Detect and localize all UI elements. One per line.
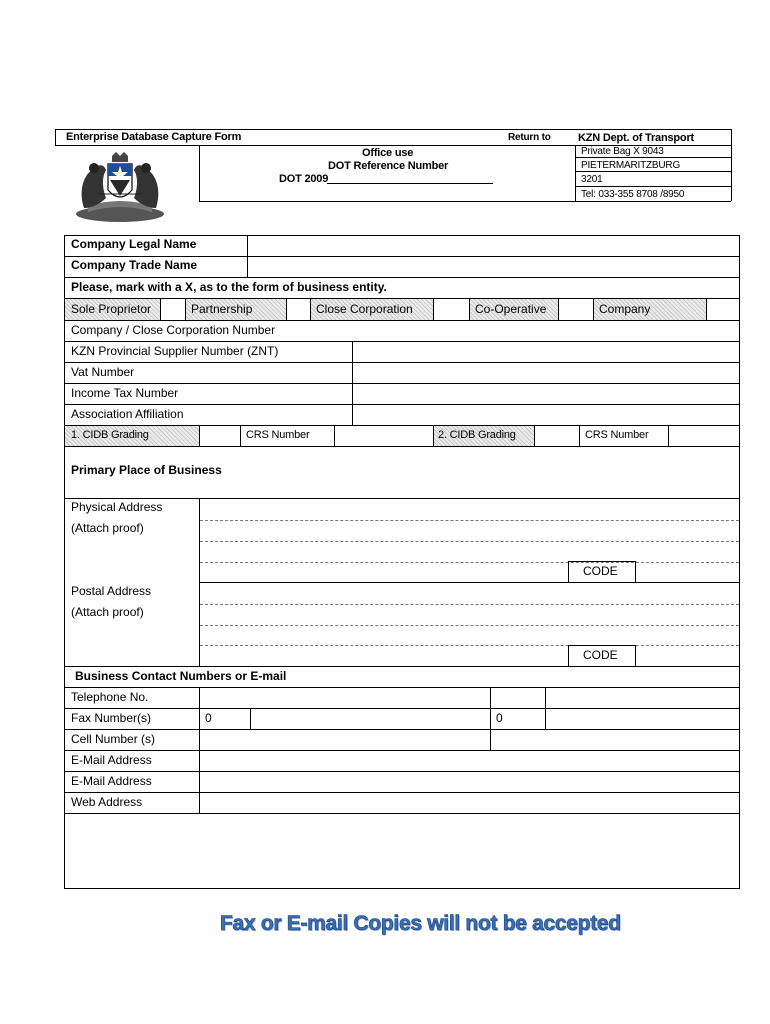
income-tax-label: Income Tax Number [71, 386, 179, 400]
vat-number-label: Vat Number [71, 365, 135, 379]
email-label-1: E-Mail Address [71, 753, 152, 767]
physical-code-input[interactable] [636, 562, 739, 582]
fax-input-1[interactable] [251, 709, 490, 729]
postal-address-line-1[interactable] [200, 604, 739, 605]
telephone-input-1[interactable] [200, 688, 490, 708]
cell-input-1[interactable] [200, 730, 490, 750]
association-input[interactable] [353, 405, 739, 425]
physical-address-line-1[interactable] [200, 520, 739, 521]
address-line-2: PIETERMARITZBURG [581, 160, 681, 171]
postal-proof-label: (Attach proof) [71, 605, 144, 619]
primary-place-heading: Primary Place of Business [71, 463, 222, 477]
postal-address-label: Postal Address [71, 584, 152, 598]
entity-company-checkbox[interactable] [707, 299, 739, 320]
entity-co-operative-label: Co-Operative [475, 302, 547, 316]
fax-input-2[interactable] [546, 709, 739, 729]
cidb-grading-1-label: 1. CIDB Grading [71, 429, 149, 441]
notes-area[interactable] [65, 814, 739, 888]
association-label: Association Affiliation [71, 407, 184, 421]
entity-partnership-label: Partnership [191, 302, 253, 316]
telephone-label: Telephone No. [71, 690, 149, 704]
address-line-3: 3201 [581, 174, 603, 185]
legal-name-input[interactable] [248, 236, 739, 256]
postal-code-label: CODE [583, 648, 618, 662]
trade-name-input[interactable] [248, 257, 739, 277]
cc-number-label: Company / Close Corporation Number [71, 323, 276, 337]
income-tax-input[interactable] [353, 384, 739, 404]
fax-value-1[interactable]: 0 [205, 711, 212, 725]
email-input-2[interactable] [200, 772, 739, 792]
cidb-grading-2-input[interactable] [535, 426, 579, 446]
entity-instruction: Please, mark with a X, as to the form of business entity. [71, 280, 387, 294]
entity-sole-proprietor-label: Sole Proprietor [71, 302, 152, 316]
dot-reference-input-line[interactable] [327, 183, 493, 184]
entity-co-operative-checkbox[interactable] [559, 299, 593, 320]
entity-close-corporation-checkbox[interactable] [434, 299, 469, 320]
form-title: Enterprise Database Capture Form [66, 131, 242, 143]
crs-number-1-label: CRS Number [246, 429, 310, 441]
cidb-grading-2-label: 2. CIDB Grading [438, 429, 516, 441]
physical-proof-label: (Attach proof) [71, 521, 144, 535]
entity-company-label: Company [599, 302, 651, 316]
crs-number-2-label: CRS Number [585, 429, 649, 441]
return-to-label: Return to [508, 132, 551, 143]
crs-number-1-input[interactable] [335, 426, 433, 446]
no-copies-notice: Fax or E-mail Copies will not be accepted [220, 912, 621, 935]
coat-of-arms-icon [68, 150, 172, 224]
physical-address-label: Physical Address [71, 500, 163, 514]
postal-address-line-2[interactable] [200, 625, 739, 626]
entity-partnership-checkbox[interactable] [287, 299, 310, 320]
web-label: Web Address [71, 795, 143, 809]
dot-year-label: DOT 2009 [279, 173, 329, 185]
dept-name: KZN Dept. of Transport [578, 132, 694, 144]
trade-name-label: Company Trade Name [71, 258, 198, 272]
cidb-grading-1-input[interactable] [200, 426, 240, 446]
postal-code-input[interactable] [636, 646, 739, 666]
web-input[interactable] [200, 793, 739, 813]
cc-number-input[interactable] [353, 321, 739, 341]
address-line-4: Tel: 033-355 8708 /8950 [581, 189, 685, 200]
email-label-2: E-Mail Address [71, 774, 152, 788]
cell-input-2[interactable] [491, 730, 739, 750]
supplier-number-input[interactable] [353, 342, 739, 362]
cell-label: Cell Number (s) [71, 732, 156, 746]
supplier-number-label: KZN Provincial Supplier Number (ZNT) [71, 344, 279, 358]
entity-close-corporation-label: Close Corporation [316, 302, 413, 316]
email-input-1[interactable] [200, 751, 739, 771]
legal-name-label: Company Legal Name [71, 237, 197, 251]
telephone-input-2[interactable] [546, 688, 739, 708]
entity-sole-proprietor-checkbox[interactable] [161, 299, 185, 320]
crs-number-2-input[interactable] [669, 426, 739, 446]
fax-value-2[interactable]: 0 [496, 711, 503, 725]
physical-code-label: CODE [583, 564, 618, 578]
contact-heading: Business Contact Numbers or E-mail [75, 669, 287, 683]
office-use-label: Office use [362, 147, 414, 159]
vat-number-input[interactable] [353, 363, 739, 383]
fax-label: Fax Number(s) [71, 711, 152, 725]
dot-reference-label: DOT Reference Number [328, 160, 449, 172]
address-line-1: Private Bag X 9043 [581, 146, 664, 157]
physical-address-line-2[interactable] [200, 541, 739, 542]
